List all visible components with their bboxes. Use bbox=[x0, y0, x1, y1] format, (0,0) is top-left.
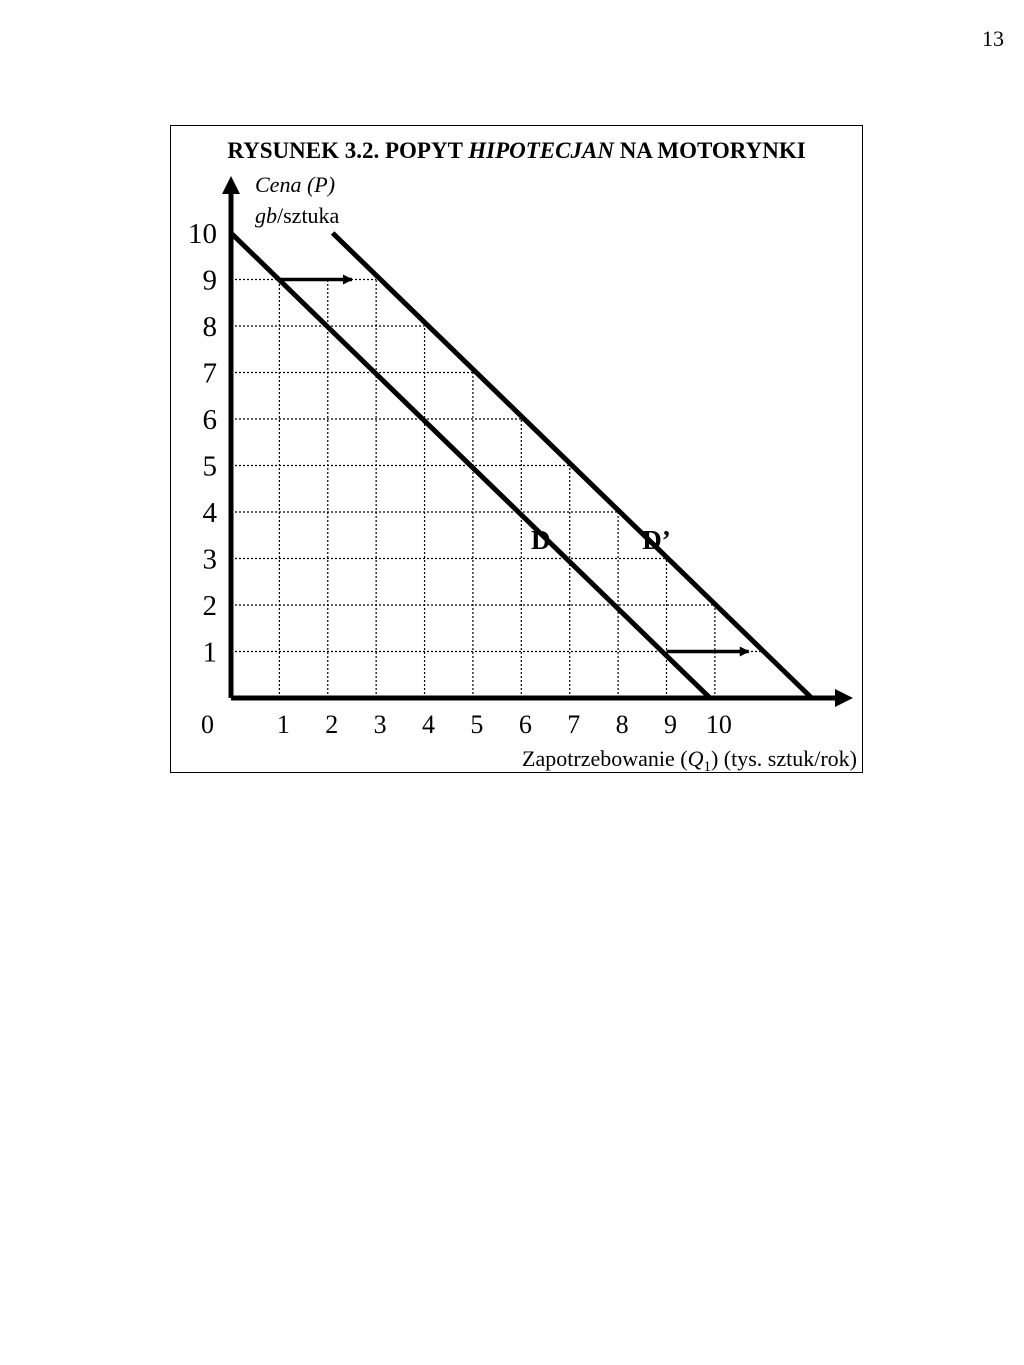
curve-label-d-prime: D’ bbox=[642, 525, 671, 556]
x-tick-label: 9 bbox=[663, 710, 677, 739]
title-suffix: NA MOTORYNKI bbox=[613, 138, 806, 163]
page-number: 13 bbox=[982, 26, 1004, 51]
curve-label-d: D bbox=[531, 525, 551, 556]
x-label-suffix: ) (tys. sztuk/rok) bbox=[710, 746, 857, 771]
y-tick-label: 2 bbox=[202, 590, 217, 622]
axes bbox=[222, 176, 853, 707]
x-tick-label: 6 bbox=[518, 710, 532, 739]
y-tick-label: 1 bbox=[202, 636, 217, 669]
y-tick-label: 3 bbox=[202, 543, 217, 576]
x-axis-label bbox=[522, 746, 857, 774]
x-tick-label: 10 bbox=[705, 710, 732, 739]
y-tick-label: 7 bbox=[202, 357, 217, 390]
x-tick-label: 2 bbox=[325, 710, 339, 739]
y-axis-label: Cena (P) bbox=[255, 172, 336, 197]
x-label-prefix: Zapotrzebowanie ( bbox=[522, 746, 688, 771]
y-axis-arrowhead bbox=[222, 176, 240, 194]
x-tick-label: 8 bbox=[615, 710, 629, 739]
y-unit-italic: gb bbox=[255, 203, 277, 228]
y-tick-label: 5 bbox=[202, 450, 217, 483]
labels bbox=[188, 172, 857, 774]
x-tick-label: 3 bbox=[373, 710, 387, 739]
title-prefix: RYSUNEK 3.2. POPYT bbox=[227, 138, 469, 163]
x-label-sub: 1 bbox=[703, 759, 711, 774]
x-tick-label: 1 bbox=[276, 710, 290, 739]
x-tick-label: 4 bbox=[422, 710, 436, 739]
demand-line-d bbox=[231, 233, 710, 698]
y-unit-rest: /sztuka bbox=[277, 203, 340, 228]
title-italic: HIPOTECJAN bbox=[468, 138, 614, 163]
y-tick-label: 10 bbox=[188, 218, 217, 250]
x-tick-label: 5 bbox=[470, 710, 484, 739]
demand-chart bbox=[171, 126, 864, 774]
origin-label: 0 bbox=[201, 710, 214, 739]
x-label-var: Q bbox=[687, 746, 704, 771]
x-axis-arrowhead bbox=[835, 689, 853, 707]
x-tick-label: 7 bbox=[567, 710, 581, 739]
y-tick-label: 4 bbox=[202, 497, 217, 529]
y-tick-label: 9 bbox=[202, 264, 217, 297]
figure-box bbox=[170, 125, 863, 773]
y-tick-label: 8 bbox=[202, 311, 217, 343]
y-axis-unit bbox=[255, 203, 340, 228]
y-tick-label: 6 bbox=[202, 404, 217, 436]
